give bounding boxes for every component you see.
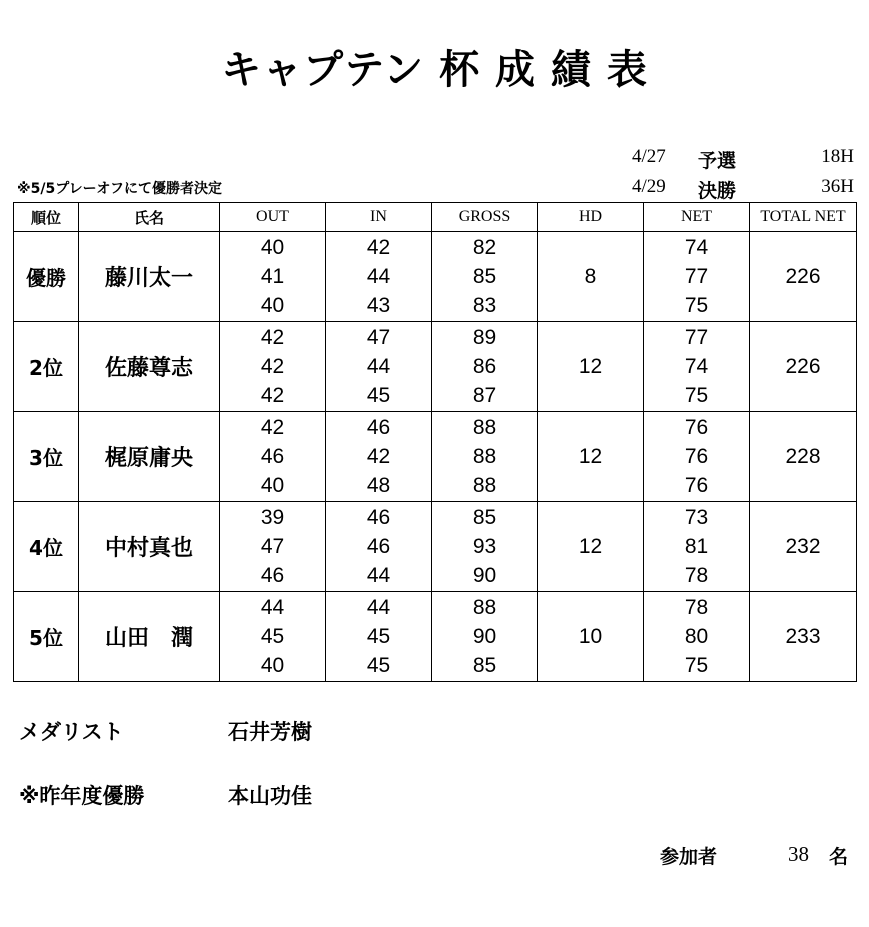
player-name-cell: 梶原庸央 — [79, 412, 220, 502]
net-cell-round-3: 75 — [684, 384, 709, 407]
medalist-name: 石井芳樹 — [228, 720, 312, 744]
in-cell-round-1: 44 — [366, 596, 391, 619]
gross-cell — [432, 322, 538, 412]
net-cell-round-2: 74 — [684, 355, 709, 378]
net-cell-round-3: 75 — [684, 294, 709, 317]
header-name: 氏名 — [79, 203, 220, 232]
out-cell-round-2: 47 — [260, 535, 285, 558]
table-row — [14, 412, 857, 502]
out-cell — [220, 592, 326, 682]
net-cell-round-3: 76 — [684, 474, 709, 497]
last-year-winner-label: ※昨年度優勝 — [19, 784, 145, 808]
gross-cell-round-2: 85 — [472, 265, 497, 288]
gross-cell-round-2: 88 — [472, 445, 497, 468]
out-cell — [220, 232, 326, 322]
rank-cell: 5位 — [14, 592, 79, 682]
in-cell-round-2: 42 — [366, 445, 391, 468]
net-cell-round-1: 74 — [684, 236, 709, 259]
in-cell-values — [326, 503, 431, 590]
in-cell-round-3: 43 — [366, 294, 391, 317]
gross-cell-round-2: 86 — [472, 355, 497, 378]
gross-cell-values — [432, 323, 537, 410]
net-cell-values — [644, 323, 749, 410]
gross-cell — [432, 232, 538, 322]
out-cell-round-3: 40 — [260, 294, 285, 317]
out-cell — [220, 502, 326, 592]
results-table — [13, 202, 857, 682]
gross-cell-values — [432, 233, 537, 320]
gross-cell-round-1: 85 — [472, 506, 497, 529]
net-cell-round-2: 80 — [684, 625, 709, 648]
player-name-cell: 佐藤尊志 — [79, 322, 220, 412]
table-row — [14, 322, 857, 412]
out-cell-values — [220, 593, 325, 680]
participants-unit: 名 — [829, 846, 849, 868]
table-row — [14, 502, 857, 592]
page-title: キャプテン 杯 成 績 表 — [221, 47, 648, 93]
header-gross: GROSS — [432, 203, 538, 232]
participants-label: 参加者 — [660, 846, 718, 868]
table-header-row — [14, 203, 857, 232]
in-cell-round-1: 46 — [366, 416, 391, 439]
header-rank: 順位 — [14, 203, 79, 232]
schedule-round: 予選 — [698, 150, 737, 172]
out-cell — [220, 412, 326, 502]
handicap-cell: 8 — [538, 232, 644, 322]
out-cell-round-1: 40 — [260, 236, 285, 259]
header-in: IN — [326, 203, 432, 232]
schedule-holes: 18H — [821, 146, 854, 167]
gross-cell-round-1: 88 — [472, 596, 497, 619]
in-cell-round-1: 46 — [366, 506, 391, 529]
out-cell-round-2: 46 — [260, 445, 285, 468]
out-cell-round-1: 42 — [260, 416, 285, 439]
out-cell-values — [220, 413, 325, 500]
out-cell-round-2: 41 — [260, 265, 285, 288]
in-cell — [326, 592, 432, 682]
last-year-winner-name: 本山功佳 — [228, 784, 312, 808]
gross-cell-round-3: 85 — [472, 654, 497, 677]
gross-cell-round-2: 90 — [472, 625, 497, 648]
out-cell-round-3: 40 — [260, 474, 285, 497]
in-cell — [326, 232, 432, 322]
in-cell-round-3: 44 — [366, 564, 391, 587]
in-cell-round-2: 44 — [366, 265, 391, 288]
out-cell-round-3: 42 — [260, 384, 285, 407]
out-cell-round-1: 42 — [260, 326, 285, 349]
out-cell-round-3: 40 — [260, 654, 285, 677]
gross-cell-values — [432, 413, 537, 500]
in-cell — [326, 502, 432, 592]
in-cell — [326, 322, 432, 412]
rank-cell: 3位 — [14, 412, 79, 502]
in-cell-round-1: 42 — [366, 236, 391, 259]
in-cell-round-3: 45 — [366, 384, 391, 407]
header-hd: HD — [538, 203, 644, 232]
net-cell-round-2: 76 — [684, 445, 709, 468]
out-cell-round-3: 46 — [260, 564, 285, 587]
in-cell-round-2: 44 — [366, 355, 391, 378]
total-net-cell: 226 — [750, 322, 857, 412]
gross-cell-round-1: 82 — [472, 236, 497, 259]
in-cell-values — [326, 233, 431, 320]
schedule-holes: 36H — [821, 176, 854, 197]
gross-cell — [432, 412, 538, 502]
out-cell-values — [220, 233, 325, 320]
schedule-round: 決勝 — [698, 180, 737, 202]
header-out: OUT — [220, 203, 326, 232]
in-cell-values — [326, 413, 431, 500]
in-cell — [326, 412, 432, 502]
net-cell-round-3: 75 — [684, 654, 709, 677]
net-cell — [644, 592, 750, 682]
out-cell-round-2: 42 — [260, 355, 285, 378]
gross-cell-round-1: 89 — [472, 326, 497, 349]
handicap-cell: 12 — [538, 322, 644, 412]
rank-cell: 4位 — [14, 502, 79, 592]
medalist-label: メダリスト — [19, 720, 124, 744]
handicap-cell: 12 — [538, 412, 644, 502]
schedule-date: 4/27 — [632, 146, 666, 167]
net-cell-round-1: 77 — [684, 326, 709, 349]
net-cell-round-3: 78 — [684, 564, 709, 587]
net-cell-round-1: 78 — [684, 596, 709, 619]
total-net-cell: 226 — [750, 232, 857, 322]
out-cell — [220, 322, 326, 412]
gross-cell — [432, 502, 538, 592]
handicap-cell: 10 — [538, 592, 644, 682]
net-cell-round-1: 73 — [684, 506, 709, 529]
in-cell-round-2: 45 — [366, 625, 391, 648]
total-net-cell: 233 — [750, 592, 857, 682]
in-cell-round-3: 48 — [366, 474, 391, 497]
net-cell — [644, 232, 750, 322]
gross-cell-round-3: 87 — [472, 384, 497, 407]
header-total-net: TOTAL NET — [750, 203, 857, 232]
handicap-cell: 12 — [538, 502, 644, 592]
in-cell-values — [326, 593, 431, 680]
gross-cell-round-3: 90 — [472, 564, 497, 587]
gross-cell-values — [432, 503, 537, 590]
player-name-cell: 中村真也 — [79, 502, 220, 592]
in-cell-values — [326, 323, 431, 410]
playoff-note: ※5/5プレーオフにて優勝者決定 — [17, 181, 222, 197]
out-cell-round-2: 45 — [260, 625, 285, 648]
gross-cell-round-3: 88 — [472, 474, 497, 497]
net-cell-values — [644, 233, 749, 320]
out-cell-round-1: 44 — [260, 596, 285, 619]
net-cell — [644, 322, 750, 412]
in-cell-round-2: 46 — [366, 535, 391, 558]
out-cell-values — [220, 503, 325, 590]
net-cell-values — [644, 593, 749, 680]
out-cell-round-1: 39 — [260, 506, 285, 529]
net-cell-round-2: 81 — [684, 535, 709, 558]
participants-count: 38 — [788, 842, 809, 866]
in-cell-round-3: 45 — [366, 654, 391, 677]
schedule-date: 4/29 — [632, 176, 666, 197]
net-cell-values — [644, 503, 749, 590]
table-row — [14, 232, 857, 322]
player-name-cell: 山田 潤 — [79, 592, 220, 682]
total-net-cell: 228 — [750, 412, 857, 502]
header-net: NET — [644, 203, 750, 232]
out-cell-values — [220, 323, 325, 410]
total-net-cell: 232 — [750, 502, 857, 592]
gross-cell-round-2: 93 — [472, 535, 497, 558]
gross-cell-round-3: 83 — [472, 294, 497, 317]
gross-cell — [432, 592, 538, 682]
net-cell-round-1: 76 — [684, 416, 709, 439]
gross-cell-round-1: 88 — [472, 416, 497, 439]
in-cell-round-1: 47 — [366, 326, 391, 349]
player-name-cell: 藤川太一 — [79, 232, 220, 322]
table-row — [14, 592, 857, 682]
rank-cell: 優勝 — [14, 232, 79, 322]
net-cell-values — [644, 413, 749, 500]
net-cell-round-2: 77 — [684, 265, 709, 288]
rank-cell: 2位 — [14, 322, 79, 412]
net-cell — [644, 412, 750, 502]
gross-cell-values — [432, 593, 537, 680]
net-cell — [644, 502, 750, 592]
